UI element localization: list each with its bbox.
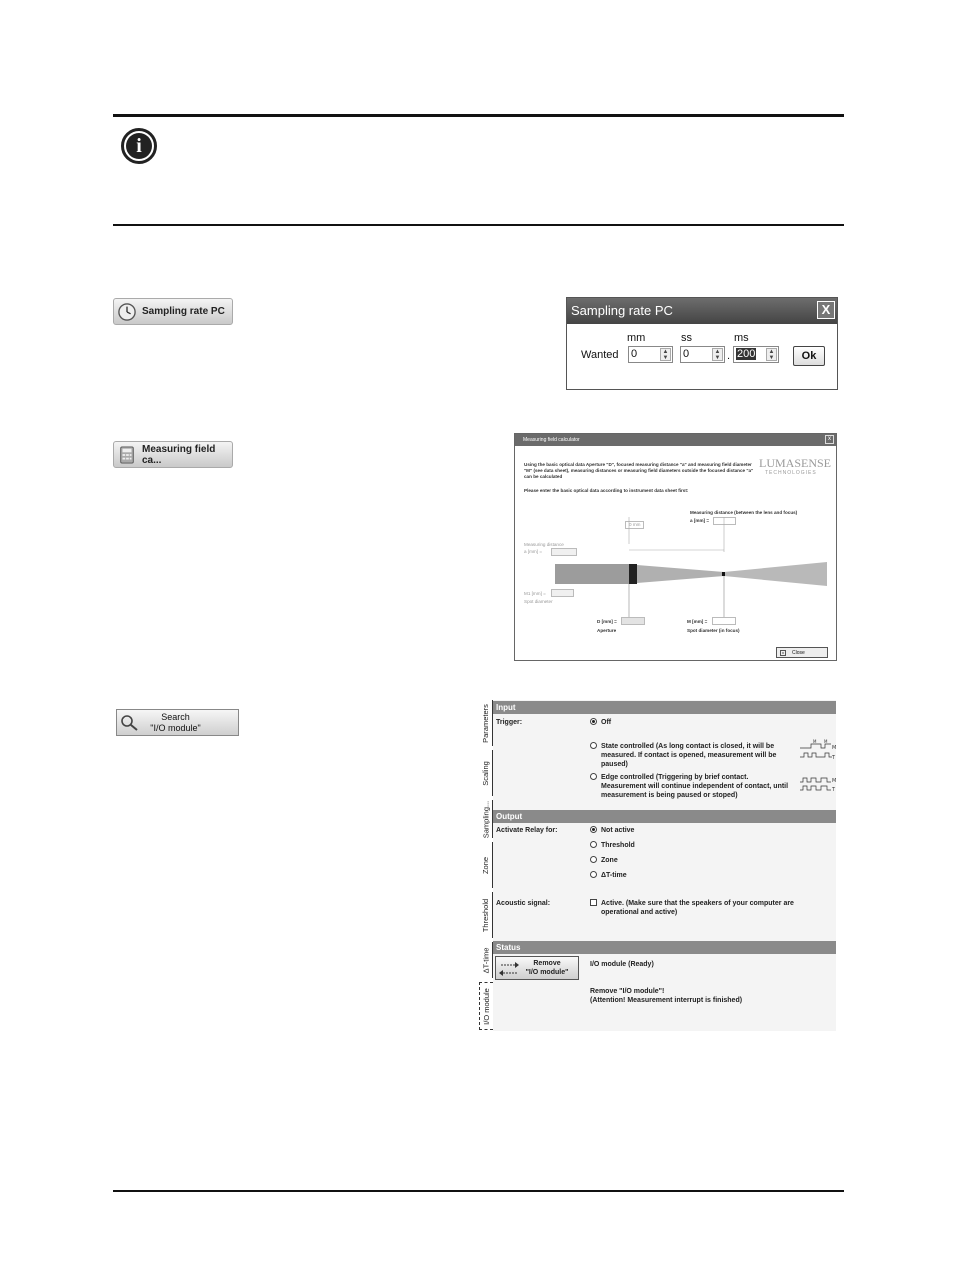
- relay-not-active-radio[interactable]: [590, 826, 597, 833]
- a1-label: a [mm] =: [524, 549, 542, 554]
- m-label: M [mm] =: [687, 619, 708, 624]
- relay-threshold-radio[interactable]: [590, 841, 597, 848]
- d-label: D [mm] =: [597, 619, 617, 624]
- mf-title-text: Measuring field calculator: [523, 437, 580, 443]
- mf-close-button[interactable]: [776, 647, 828, 658]
- mm-input[interactable]: [628, 346, 673, 363]
- sampling-rate-button[interactable]: [113, 298, 233, 325]
- remove-io-button[interactable]: [495, 956, 579, 980]
- trigger-state-radio[interactable]: [590, 742, 597, 749]
- tab-io-module[interactable]: I/O module: [479, 982, 493, 1030]
- calculator-icon: [118, 446, 136, 464]
- footer-rule: [113, 1190, 844, 1192]
- tab-scaling[interactable]: Scaling: [479, 750, 493, 796]
- search-io-line1: Search: [161, 712, 190, 722]
- relay-dt-radio[interactable]: [590, 871, 597, 878]
- tab-threshold[interactable]: Threshold: [479, 892, 493, 938]
- relay-threshold-label: Threshold: [601, 842, 635, 849]
- io-status-text: I/O module (Ready): [590, 961, 654, 968]
- close-icon[interactable]: x: [825, 435, 834, 444]
- svg-text:M: M: [824, 739, 828, 744]
- spinner-icon[interactable]: ▲ ▼: [766, 348, 777, 361]
- a-label: a [mm] =: [690, 518, 710, 523]
- acoustic-checkbox[interactable]: [590, 899, 597, 906]
- remove-line2: "I/O module": [525, 969, 569, 976]
- relay-zone-label: Zone: [601, 857, 618, 864]
- aperture-label: Aperture: [597, 628, 617, 633]
- svg-text:M: M: [832, 745, 836, 751]
- m1-label: M1 [mm] =: [524, 591, 546, 596]
- acoustic-label: Acoustic signal:: [496, 900, 551, 907]
- lumasense-logo: LUMASENSE: [759, 456, 832, 470]
- clock-icon: [118, 303, 136, 321]
- top-rule: [113, 114, 844, 117]
- trigger-off-radio[interactable]: [590, 718, 597, 725]
- sampling-rate-button-label: Sampling rate PC: [142, 306, 225, 317]
- status-header: Status: [493, 941, 836, 954]
- mf-prompt: Please enter the basic optical data according to instrument data sheet first:: [524, 488, 689, 493]
- ms-value: 200: [737, 348, 756, 360]
- measuring-field-dialog: [514, 433, 837, 661]
- spot-focus-label: Spot diameter (in focus): [687, 628, 740, 633]
- focus-distance-label: Measuring distance (between the lens and focus): [690, 510, 798, 515]
- ok-button[interactable]: Ok: [793, 346, 825, 366]
- trigger-state-label: State controlled (As long contact is closed, it will be measured. If contact is opened, measurement will be paused): [601, 743, 777, 768]
- svg-text:M: M: [813, 739, 817, 744]
- info-icon: i: [121, 128, 157, 164]
- sampling-rate-dialog: [566, 297, 838, 390]
- sampling-dialog-title-text: Sampling rate PC: [571, 303, 673, 318]
- spinner-icon[interactable]: ▲ ▼: [660, 348, 671, 361]
- relay-dt-label: ΔT-time: [601, 872, 627, 879]
- remove-line1: Remove: [533, 960, 561, 967]
- tab-zone[interactable]: Zone: [479, 842, 493, 888]
- dimension-label: 0 mm: [625, 521, 644, 529]
- search-io-line2: "I/O module": [150, 723, 201, 733]
- svg-text:M: M: [832, 778, 836, 784]
- search-io-button[interactable]: [116, 709, 239, 736]
- remove-message-1: Remove "I/O module"!: [590, 988, 665, 995]
- sampling-dialog-title: [567, 298, 837, 324]
- trigger-edge-label: Edge controlled (Triggering by brief contact. Measurement will continue independent of contact, until measurement is being paused or stoped): [601, 774, 789, 799]
- m1-input[interactable]: [551, 589, 574, 597]
- measuring-field-button-label: Measuring field ca...: [142, 443, 216, 466]
- state-signal-icon: [799, 738, 836, 760]
- tab-sampling[interactable]: Sampling...: [479, 800, 493, 838]
- measuring-distance-label: Measuring distance: [524, 542, 564, 547]
- note-bottom-rule: [113, 224, 844, 226]
- svg-text:T: T: [832, 755, 836, 760]
- m-input[interactable]: [712, 617, 736, 625]
- svg-text:T: T: [832, 787, 836, 793]
- close-icon[interactable]: X: [817, 301, 835, 319]
- beam-diagram: [553, 512, 833, 632]
- edge-signal-icon: [799, 775, 836, 793]
- time-separator: .: [727, 350, 731, 362]
- io-side-tabs: [479, 700, 493, 1031]
- lumasense-logo-sub: TECHNOLOGIES: [765, 470, 817, 476]
- ms-input[interactable]: [733, 346, 779, 363]
- ss-input[interactable]: [680, 346, 725, 363]
- trigger-off-label: Off: [601, 719, 612, 726]
- mf-close-label: Close: [792, 649, 805, 656]
- spot-diameter-label: Spot diameter: [524, 599, 553, 604]
- output-header: Output: [493, 810, 836, 823]
- d-input[interactable]: [621, 617, 645, 625]
- col-ss-label: ss: [681, 332, 692, 344]
- ss-value: 0: [683, 348, 690, 360]
- tab-delta-t-time[interactable]: ΔT-time: [479, 942, 493, 978]
- mm-value: 0: [631, 348, 638, 360]
- relay-not-active-label: Not active: [601, 827, 635, 834]
- acoustic-text: Active. (Make sure that the speakers of your computer are operational and active): [601, 900, 794, 916]
- close-icon: x: [782, 649, 784, 655]
- mf-intro: Using the basic optical data Aperture "D", focused measuring distance "a" and measuring field diameter "M" (see data sheet), measuring distances or measuring field diameters outside the focused distance "a" can be calculated: [524, 462, 754, 479]
- relay-label: Activate Relay for:: [496, 827, 558, 834]
- mf-title: [515, 434, 836, 446]
- relay-zone-radio[interactable]: [590, 856, 597, 863]
- input-header: Input: [493, 701, 836, 714]
- wanted-label: Wanted: [581, 349, 619, 361]
- tab-parameters[interactable]: Parameters: [479, 700, 493, 746]
- col-mm-label: mm: [627, 332, 646, 344]
- col-ms-label: ms: [734, 332, 749, 344]
- trigger-edge-radio[interactable]: [590, 773, 597, 780]
- measuring-field-button[interactable]: [113, 441, 233, 468]
- remove-message-2: (Attention! Measurement interrupt is finished): [590, 997, 743, 1004]
- spinner-icon[interactable]: ▲ ▼: [712, 348, 723, 361]
- trigger-label: Trigger:: [496, 719, 523, 726]
